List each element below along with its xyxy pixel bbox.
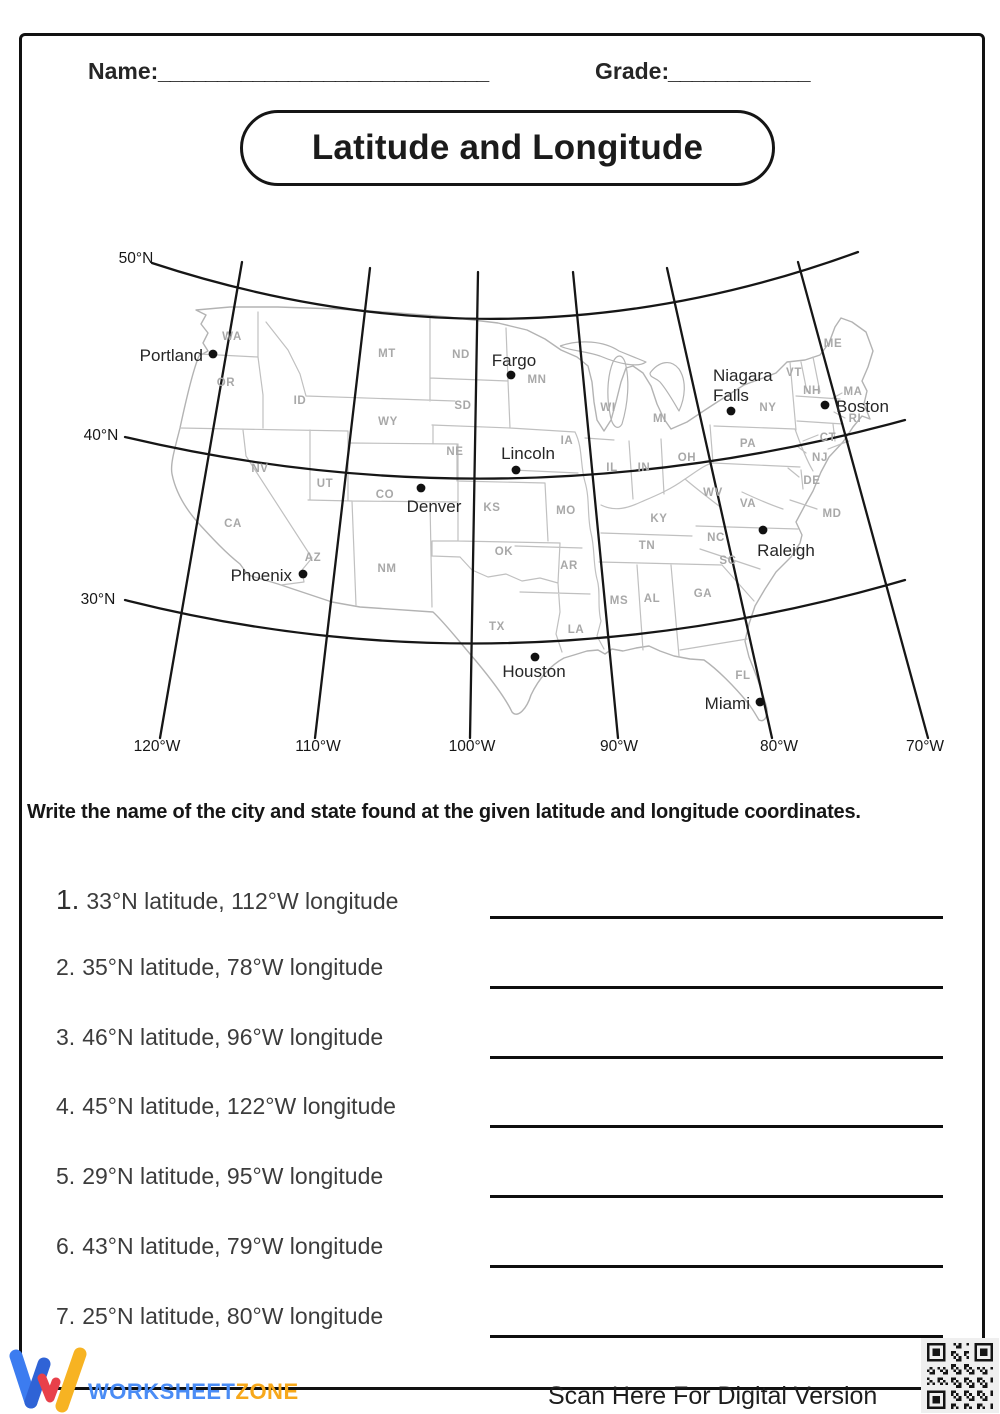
state-label-ks: KS [483, 502, 501, 514]
state-label-ky: KY [650, 513, 668, 525]
qr-code [921, 1338, 999, 1413]
state-label-sc: SC [719, 555, 737, 567]
state-label-sd: SD [454, 400, 472, 412]
state-label-il: IL [606, 462, 618, 474]
state-label-tx: TX [489, 621, 505, 633]
state-label-ri: RI [848, 413, 862, 425]
state-label-co: CO [375, 489, 395, 501]
longitude-label: 120°W [133, 738, 181, 755]
latitude-label: 50°N [118, 250, 154, 267]
state-label-oh: OH [677, 452, 697, 464]
state-label-or: OR [216, 377, 236, 389]
state-label-wi: WI [600, 402, 616, 414]
state-label-wy: WY [378, 416, 398, 428]
state-label-ga: GA [693, 588, 713, 600]
latitude-label: 40°N [83, 427, 119, 444]
state-label-mt: MT [378, 348, 396, 360]
city-label-portland: Portland [139, 346, 203, 365]
grade-blank-line: ____________ [668, 58, 810, 84]
state-label-ms: MS [609, 595, 629, 607]
state-label-va: VA [739, 498, 757, 510]
state-label-tn: TN [638, 540, 656, 552]
grade-label: Grade: [595, 58, 670, 84]
instruction-text: Write the name of the city and state found at the given latitude and longitude coordinates. [27, 801, 861, 823]
name-blank-line: ____________________________ [158, 58, 489, 84]
question-text: 46°N latitude, 96°W longitude [82, 1024, 384, 1050]
question-text: 29°N latitude, 95°W longitude [82, 1163, 384, 1189]
state-label-al: AL [643, 593, 661, 605]
city-dot-lincoln [512, 466, 521, 475]
state-label-ct: CT [819, 432, 837, 444]
state-label-id: ID [293, 395, 307, 407]
question-number: 6. [56, 1233, 76, 1259]
state-label-mi: MI [653, 413, 667, 425]
question-number: 1. [56, 884, 80, 915]
qr-pattern-svg [927, 1343, 993, 1409]
city-label-denver: Denver [406, 497, 462, 516]
state-label-ar: AR [560, 560, 578, 572]
scan-here-text: Scan Here For Digital Version [548, 1382, 878, 1410]
state-label-ma: MA [843, 386, 863, 398]
state-label-ok: OK [494, 546, 514, 558]
question-text: 45°N latitude, 122°W longitude [82, 1093, 396, 1119]
city-label-phoenix: Phoenix [230, 566, 292, 585]
question-text: 33°N latitude, 112°W longitude [86, 888, 399, 914]
city-dot-portland [209, 350, 218, 359]
state-label-pa: PA [739, 438, 757, 450]
state-label-mo: MO [556, 505, 576, 517]
question-text: 35°N latitude, 78°W longitude [82, 954, 384, 980]
latitude-label: 30°N [80, 591, 116, 608]
city-label-miami: Miami [704, 694, 750, 713]
question-number: 5. [56, 1163, 76, 1189]
state-label-ny: NY [759, 402, 777, 414]
city-dot-fargo [507, 371, 516, 380]
city-label-niagara-falls: Niagara Falls [713, 366, 773, 405]
longitude-label: 70°W [905, 738, 945, 755]
qr-pattern [927, 1343, 993, 1409]
state-label-me: ME [823, 338, 843, 350]
state-label-ca: CA [224, 518, 242, 530]
longitude-label: 110°W [295, 738, 341, 755]
state-label-wv: WV [703, 487, 723, 499]
city-label-boston: Boston [836, 397, 889, 416]
city-dot-houston [531, 653, 540, 662]
logo-text-zone: ZONE [235, 1379, 299, 1404]
state-label-mn: MN [527, 374, 547, 386]
city-dot-boston [821, 401, 830, 410]
logo-w-icon [6, 1346, 90, 1414]
city-dot-denver [417, 484, 426, 493]
city-label-houston: Houston [502, 662, 566, 681]
question-text: 25°N latitude, 80°W longitude [82, 1303, 384, 1329]
state-label-fl: FL [735, 670, 751, 682]
city-dot-miami [756, 698, 765, 707]
worksheetzone-logo [88, 1379, 299, 1405]
state-label-de: DE [803, 475, 821, 487]
state-label-nm: NM [377, 563, 397, 575]
city-dot-niagara-falls [727, 407, 736, 416]
state-label-ut: UT [316, 478, 334, 490]
city-label-fargo: Fargo [491, 351, 537, 370]
state-label-nc: NC [707, 532, 725, 544]
question-number: 3. [56, 1024, 76, 1050]
name-label: Name: [88, 58, 159, 84]
longitude-label: 80°W [759, 738, 799, 755]
page-title: Latitude and Longitude [311, 128, 704, 167]
question-number: 7. [56, 1303, 76, 1329]
state-label-nj: NJ [812, 452, 828, 464]
question-number: 4. [56, 1093, 76, 1119]
city-label-raleigh: Raleigh [757, 541, 815, 560]
state-label-md: MD [822, 508, 842, 520]
state-label-vt: VT [786, 367, 802, 379]
question-number: 2. [56, 954, 76, 980]
state-label-ia: IA [560, 435, 574, 447]
logo-text-worksheet: WORKSHEET [88, 1379, 236, 1404]
city-dot-raleigh [759, 526, 768, 535]
state-label-nd: ND [452, 349, 470, 361]
state-label-in: IN [637, 462, 651, 474]
state-label-az: AZ [304, 552, 322, 564]
state-label-la: LA [567, 624, 585, 636]
longitude-label: 90°W [599, 738, 639, 755]
state-label-nv: NV [251, 463, 269, 475]
city-label-lincoln: Lincoln [501, 444, 555, 463]
longitude-label: 100°W [448, 738, 496, 755]
state-label-ne: NE [446, 446, 464, 458]
question-text: 43°N latitude, 79°W longitude [82, 1233, 384, 1259]
city-dot-phoenix [299, 570, 308, 579]
state-label-wa: WA [222, 331, 242, 343]
state-label-nh: NH [803, 385, 821, 397]
